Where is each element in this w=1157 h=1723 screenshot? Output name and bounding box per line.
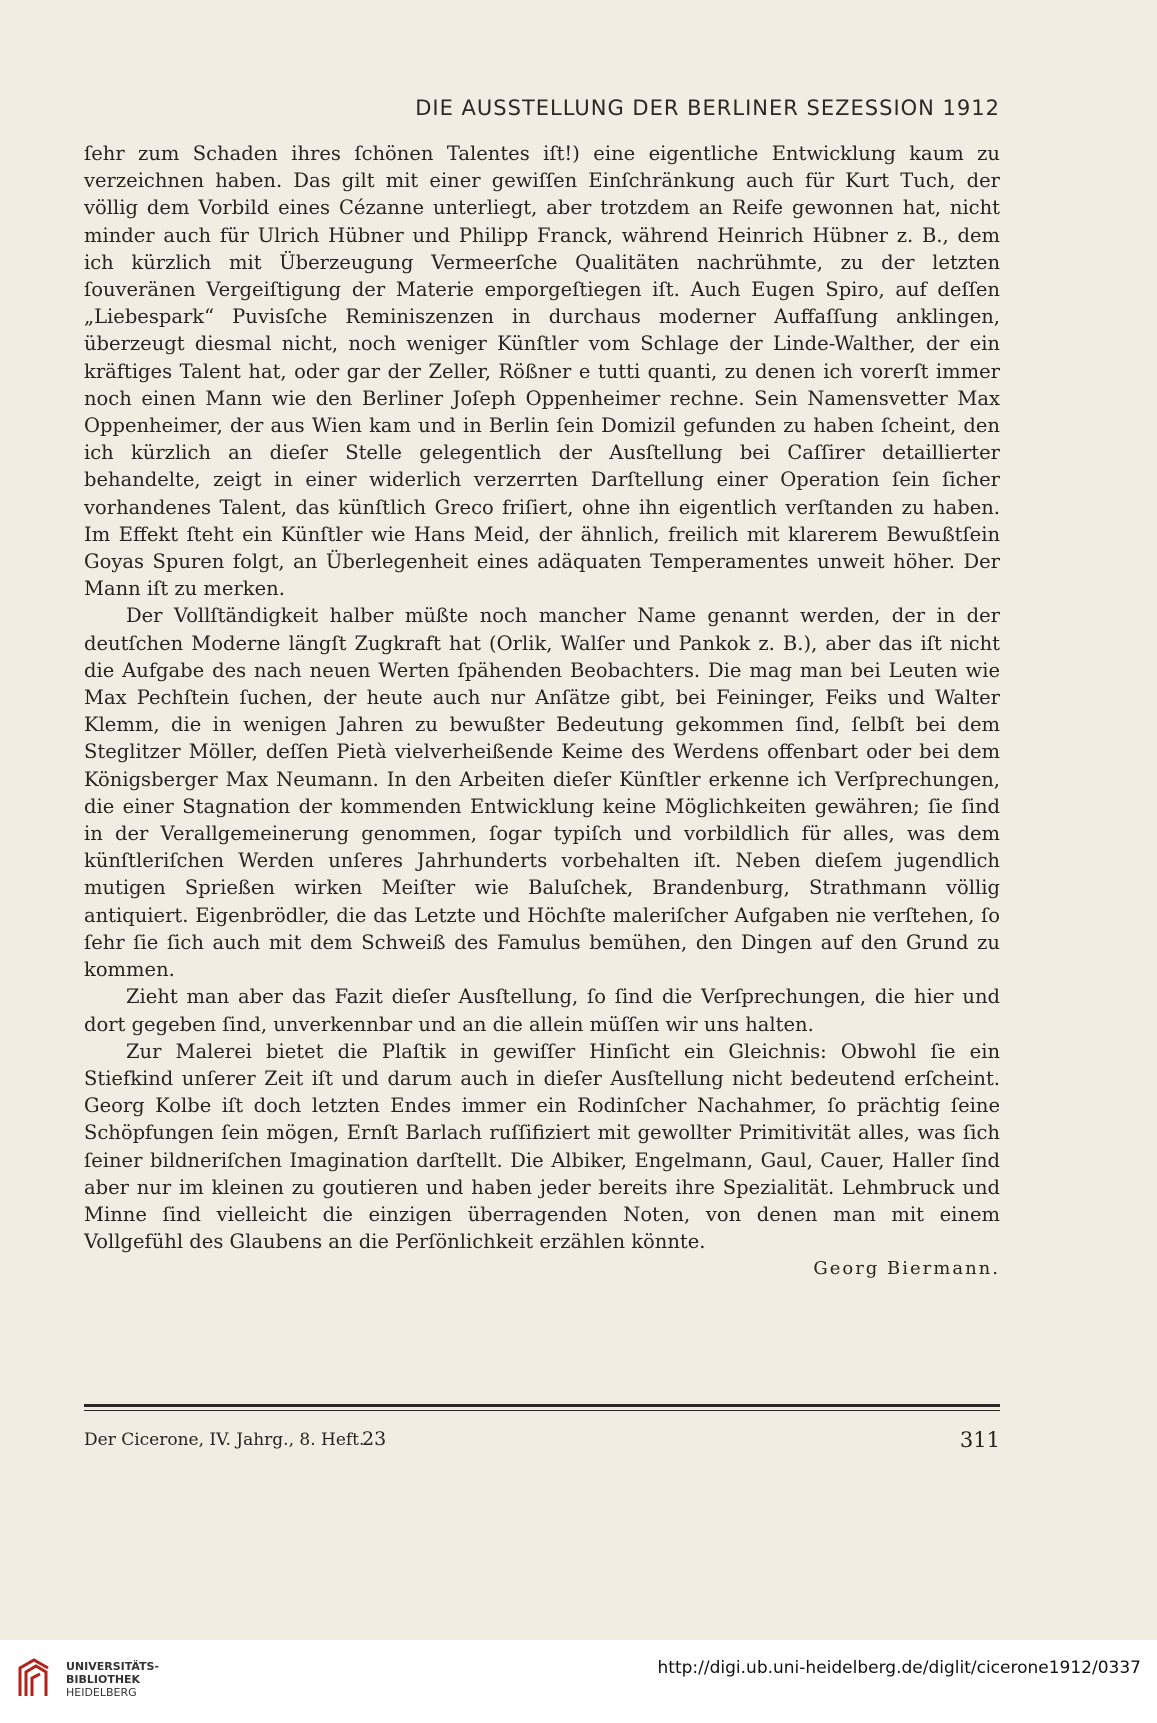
article-body xyxy=(84,140,1000,1255)
library-name-line-3: HEIDELBERG xyxy=(66,1686,137,1699)
library-bar xyxy=(0,1640,1157,1723)
paragraph-2: Der Vollſtändigkeit halber müßte noch mancher Name genannt werden, der in der deutſchen Moderne längſt Zugkraft hat (Orlik, Walſer und Pankok z. B.), aber das iſt nicht die Aufgabe des nach neuen Werten ſpähenden Beobachters. Die mag man bei Leuten wie Max Pechſtein ſuchen, der heute auch nur Anſätze gibt, bei Feininger, Feiks und Walter Klemm, die in wenigen Jahren zu bewußter Bedeutung gekommen ſind, ſelbſt bei dem Steglitzer Möller, deſſen Pietà vielverheißende Keime des Werdens offenbart oder bei dem Königsberger Max Neumann. In den Arbeiten dieſer Künſtler erkenne ich Verſprechungen, die einer Stagnation der kommenden Entwicklung keine Möglichkeiten gewähren; ſie ſind in der Verallgemeinerung genommen, ſogar typiſch und vorbildlich für alles, was dem künſtleriſchen Werden unſeres Jahrhunderts vorbehalten iſt. Neben dieſem jugendlich mutigen Sprießen wirken Meiſter wie Baluſchek, Brandenburg, Strathmann völlig antiquiert. Eigenbrödler, die das Letzte und Höchſte maleriſcher Aufgaben nie verſtehen, ſo ſehr ſie ſich auch mit dem Schweiß des Famulus bemühen, den Dingen auf den Grund zu kommen. xyxy=(84,604,1000,982)
footer-rule-thick xyxy=(84,1404,1000,1407)
running-title: DIE AUSSTELLUNG DER BERLINER SEZESSION 1912 xyxy=(415,96,1000,120)
author-signature: Georg Biermann. xyxy=(813,1258,1000,1279)
journal-citation: Der Cicerone, IV. Jahrg., 8. Heft. xyxy=(84,1430,365,1450)
paragraph-1: ſehr zum Schaden ihres ſchönen Talentes iſt!) eine eigentliche Entwicklung kaum zu verzeichnen haben. Das gilt mit einer gewiſſen Einſchränkung auch für Kurt Tuch, der völlig dem Vorbild eines Cézanne unterliegt, aber trotzdem an Reife gewonnen hat, nicht minder auch für Ulrich Hübner und Philipp Franck, während Heinrich Hübner z. B., dem ich kürzlich mit Überzeugung Vermeerſche Qualitäten nachrühmte, zu der letzten ſouveränen Vergeiſtigung der Materie emporgeſtiegen iſt. Auch Eugen Spiro, auf deſſen „Liebespark“ Puvisſche Reminiszenzen in durchaus moderner Auffaſſung anklingen, überzeugt diesmal nicht, noch weniger Künſtler vom Schlage der Linde-Walther, der ein kräftiges Talent hat, oder gar der Zeller, Rößner e tutti quanti, zu denen ich vorerſt immer noch einen Mann wie den Berliner Joſeph Oppenheimer rechne. Sein Namensvetter Max Oppenheimer, der aus Wien kam und in Berlin ſein Domizil gefunden zu haben ſcheint, den ich kürzlich an dieſer Stelle gelegentlich der Ausſtellung bei Caſſirer detaillierter behandelte, zeigt in einer widerlich verzerrten Darſtellung einer Operation ſein ſicher vorhandenes Talent, das künſtlich Greco friſiert, ohne ihn eigentlich verſtanden zu haben. Im Effekt ſteht ein Künſtler wie Hans Meid, der ähnlich, freilich mit klarerem Bewußtſein Goyas Spuren folgt, an Überlegenheit eines adäquaten Temperamentes unweit höher. Der Mann iſt zu merken. xyxy=(84,142,1000,601)
library-name-line-2: BIBLIOTHEK xyxy=(66,1673,141,1686)
library-name xyxy=(66,1660,159,1699)
page-footer xyxy=(84,1428,1000,1456)
footer-rule-thin xyxy=(84,1410,1000,1411)
library-name-line-1: UNIVERSITÄTS- xyxy=(66,1660,160,1673)
library-logo-icon xyxy=(14,1656,54,1702)
paragraph-4: Zur Malerei bietet die Plaſtik in gewiſſer Hinſicht ein Gleichnis: Obwohl ſie ein Stiefkind unſerer Zeit iſt und darum auch in dieſer Ausſtellung nicht bedeutend erſcheint. Georg Kolbe iſt doch letzten Endes immer ein Rodinſcher Nachahmer, ſo prächtig ſeine Schöpfungen ſein mögen, Ernſt Barlach ruſſifiziert mit gewollter Primitivität alles, was ſich ſeiner bildneriſchen Imagination darſtellt. Die Albiker, Engelmann, Gaul, Cauer, Haller ſind aber nur im kleinen zu goutieren und haben jeder bereits ihre Spezialität. Lehmbruck und Minne ſind vielleicht die einzigen überragenden Noten, von denen man mit einem Vollgefühl des Glaubens an die Perſönlichkeit erzählen könnte. xyxy=(84,1039,1000,1254)
page-number: 311 xyxy=(959,1428,1000,1452)
signature-mark: 23 xyxy=(362,1428,387,1450)
paragraph-3: Zieht man aber das Fazit dieſer Ausſtellung, ſo ſind die Verſprechungen, die hier und dort gegeben ſind, unverkennbar und an die allein müſſen wir uns halten. xyxy=(84,985,1000,1036)
permalink-url[interactable]: http://digi.ub.uni-heidelberg.de/diglit/cicerone1912/0337 xyxy=(657,1658,1141,1678)
